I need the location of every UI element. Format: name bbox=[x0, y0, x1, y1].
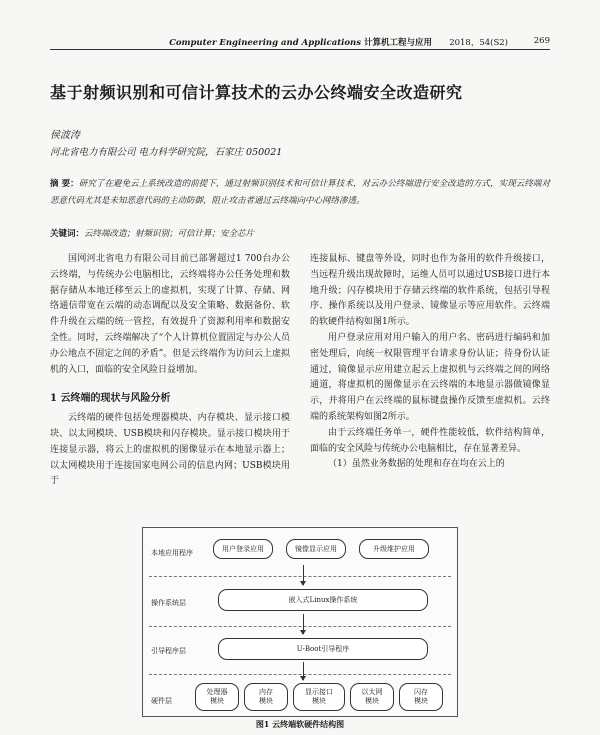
layer-label-os: 操作系统层 bbox=[151, 599, 186, 607]
body-paragraph: 云终端的硬件包括处理器模块、内存模块、显示接口模块、以太网模块、USB模块和闪存模块。显示接口模块用于连接显示器，将云上的虚拟机的图像显示在本地显示器上；以太网模块用于连接国家电网公司的信息内网；USB模块用于 bbox=[50, 413, 290, 487]
running-header bbox=[50, 34, 550, 50]
right-column bbox=[310, 252, 550, 473]
journal-name-en: Computer Engineering and Applications bbox=[169, 38, 362, 48]
layer-label-hw: 硬件层 bbox=[151, 697, 172, 705]
hw-box-flash: 闪存 模块 bbox=[399, 683, 443, 711]
arrow-icon bbox=[303, 565, 304, 585]
figure-caption: 图1 云终端软硬件结构图 bbox=[255, 719, 345, 729]
layer-divider bbox=[149, 626, 451, 627]
app-box-display: 镜像显示应用 bbox=[286, 539, 346, 559]
abstract-text: 研究了在避免云上系统改造的前提下，通过射频识别技术和可信计算技术，对云办公终端进行安全改造的方式，实现云终端对恶意代码尤其是未知恶意代码的主动防御，阻止攻击者通过云终端向中心网络渗透。 bbox=[50, 179, 550, 206]
abstract bbox=[50, 176, 550, 210]
layer-label-boot: 引导程序层 bbox=[151, 647, 186, 655]
keywords-label: 关键词： bbox=[50, 229, 85, 239]
keywords-text: 云终端改造；射频识别；可信计算；安全芯片 bbox=[84, 229, 255, 239]
journal-name-cn: 计算机工程与应用 bbox=[363, 38, 432, 48]
hw-box-cpu: 处理器 模块 bbox=[195, 683, 239, 711]
body-paragraph: 国网河北省电力有限公司目前已部署超过1 700台办公云终端，与传统办公电脑相比，云终端将办公任务处理和数据存储从本地迁移至云上的虚拟机，实现了计算、存储、网络通信带宽在云端的动态调配以及安全策略、数据备份、软件升级在云端的统一管控，有效提升了资源利用率和数据安全性。同时，云终端解决了“个人计算机位置固定与办公人员办公地点不固定之间的矛盾”。但是云终端作为访问云上虚拟机的入口，面临的安全风险日益增加。 bbox=[50, 254, 290, 375]
layer-divider bbox=[149, 674, 451, 675]
arrow-icon bbox=[303, 614, 304, 634]
app-box-login: 用户登录应用 bbox=[213, 539, 273, 559]
layer-divider bbox=[149, 576, 451, 577]
body-paragraph: （1）虽然业务数据的处理和存在均在云上的 bbox=[328, 459, 505, 470]
architecture-diagram bbox=[142, 527, 458, 717]
body-paragraph: 用户登录应用对用户输入的用户名、密码进行编码和加密处理后，向统一权限管理平台请求身份认证；待身份认证通过，镜像显示应用建立起云上虚拟机与云终端之间的网络通道，将虚拟机的图像显示在云终端的本地显示器做镜像显示，并将用户在云终端的鼠标键盘操作反馈至虚拟机。云终端的系统架构如图2所示。 bbox=[310, 332, 550, 422]
os-box: 嵌入式Linux操作系统 bbox=[218, 589, 428, 611]
boot-box: U-Boot引导程序 bbox=[218, 638, 428, 660]
app-box-upgrade: 升级维护应用 bbox=[359, 539, 429, 559]
hw-box-display: 显示接口 模块 bbox=[293, 683, 345, 711]
page-number: 269 bbox=[533, 36, 550, 46]
journal-issue: 2018，54(S2) bbox=[449, 38, 508, 48]
layer-label-app: 本地应用程序 bbox=[151, 549, 193, 557]
author: 侯波涛 bbox=[50, 130, 80, 141]
section-heading: 1 云终端的现状与风险分析 bbox=[50, 393, 171, 405]
affiliation: 河北省电力有限公司 电力科学研究院，石家庄 050021 bbox=[50, 147, 283, 158]
keywords bbox=[50, 227, 550, 239]
hw-box-memory: 内存 模块 bbox=[244, 683, 288, 711]
journal-name bbox=[169, 36, 432, 48]
body-paragraph: 连接鼠标、键盘等外设，同时也作为备用的软件升级接口，当远程升级出现故障时，运维人员可以通过USB接口进行本地升级；闪存模块用于存储云终端的软件系统，包括引导程序、操作系统以及用户登录、镜像显示等应用软件。云终端的软硬件结构如图1所示。 bbox=[310, 254, 550, 328]
arrow-icon bbox=[303, 662, 304, 680]
left-column bbox=[50, 252, 290, 490]
hw-box-ethernet: 以太网 模块 bbox=[350, 683, 394, 711]
paper-title: 基于射频识别和可信计算技术的云办公终端安全改造研究 bbox=[50, 83, 463, 102]
abstract-label: 摘 要： bbox=[50, 179, 79, 189]
body-paragraph: 由于云终端任务单一，硬件性能较低，软件结构简单，面临的安全风险与传统办公电脑相比，存在显著差异。 bbox=[310, 427, 550, 454]
